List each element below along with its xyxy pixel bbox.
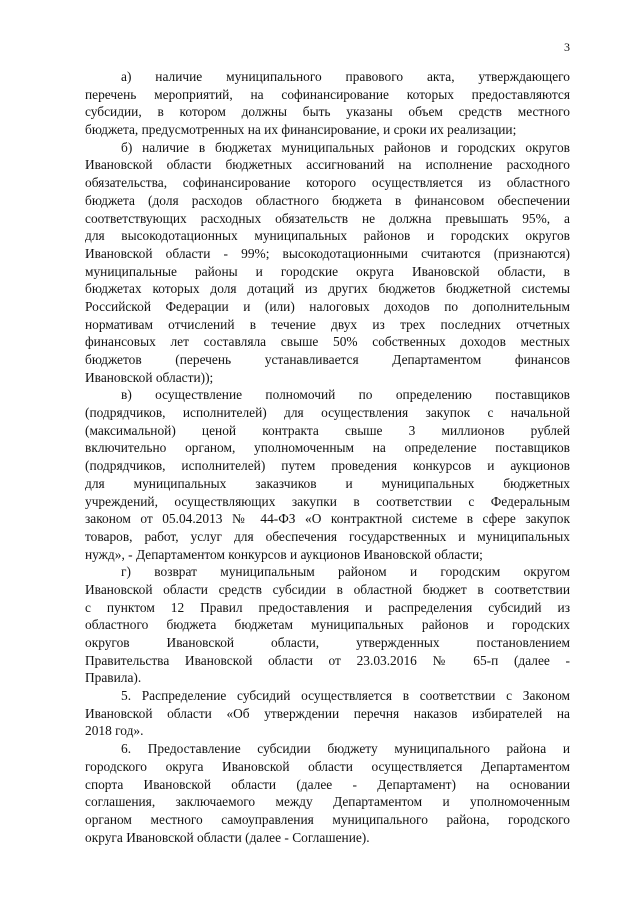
paragraph-p6 xyxy=(85,740,570,846)
text-line: г) возврат муниципальным районом и городским округом xyxy=(121,564,570,580)
text-line: для высокодотационных муниципальных районов и городских округов xyxy=(85,228,570,244)
text-line: субсидии, в котором должны быть указаны объем средств местного xyxy=(85,104,570,120)
text-line: соответствующих расходных обязательств не должна превышать 95%, а xyxy=(85,210,570,226)
text-line: законом от 05.04.2013 № 44-ФЗ «О контрактной системе в сфере закупок xyxy=(85,511,570,527)
text-line: б) наличие в бюджетах муниципальных районов и городских округов xyxy=(121,139,570,155)
text-line: а) наличие муниципального правового акта, утверждающего xyxy=(121,69,570,84)
paragraph-b xyxy=(85,139,570,387)
text-line: областного бюджета бюджетам муниципальных районов и городских xyxy=(85,617,570,633)
text-line: для муниципальных заказчиков и муниципальных бюджетных xyxy=(85,475,570,491)
text-line: включительно органом, уполномоченным на определение поставщиков xyxy=(85,440,570,456)
text-line: соглашения, заключаемого между Департаментом и уполномоченным xyxy=(85,794,570,810)
page-number: 3 xyxy=(564,40,570,54)
text-line: Ивановской области)); xyxy=(85,369,214,385)
text-line: Ивановской области бюджетных ассигнований на исполнение расходного xyxy=(85,157,570,173)
text-line: Правила). xyxy=(85,670,142,686)
text-line: (подрядчиков, исполнителей) для осуществления закупок с начальной xyxy=(85,405,570,421)
paragraph-p5 xyxy=(85,687,570,740)
text-line: нормативам отчислений в течение двух из трех последних отчетных xyxy=(85,316,570,332)
text-line: 6. Предоставление субсидии бюджету муниципального района и xyxy=(121,741,570,757)
text-line: муниципальные районы и городские округа Ивановской области, в xyxy=(85,263,570,279)
text-line: Правительства Ивановской области от 23.03.2016 № 65-п (далее - xyxy=(85,652,570,668)
text-line: (подрядчиков, исполнителей) путем проведения конкурсов и аукционов xyxy=(85,458,570,474)
text-line: бюджета, предусмотренных на их финансирование, и сроки их реализации; xyxy=(85,122,517,138)
paragraph-a xyxy=(85,68,570,139)
text-line: Ивановской области - 99%; высокодотационными считаются (признаются) xyxy=(85,245,570,261)
text-line: учреждений, осуществляющих закупки в соответствии с Федеральным xyxy=(85,493,570,509)
text-line: обязательства, софинансирование которого осуществляется из областного xyxy=(85,175,570,191)
text-line: перечень мероприятий, на софинансирование которых предоставляются xyxy=(85,86,570,102)
text-line: Ивановской области средств субсидии в областной бюджет в соответствии xyxy=(85,581,570,597)
paragraph-g xyxy=(85,563,570,687)
text-line: 2018 год». xyxy=(85,723,144,739)
text-line: бюджета (доля расходов областного бюджета в финансовом обеспечении xyxy=(85,192,570,208)
text-line: (максимальной) ценой контракта свыше 3 миллионов рублей xyxy=(85,422,570,438)
text-line: товаров, работ, услуг для обеспечения государственных и муниципальных xyxy=(85,528,570,544)
text-line: городского округа Ивановской области осуществляется Департаментом xyxy=(85,758,570,774)
text-line: бюджетов (перечень устанавливается Департаментом финансов xyxy=(85,352,570,367)
text-line: 5. Распределение субсидий осуществляется в соответствии с Законом xyxy=(121,688,570,704)
text-line: Российской Федерации и (или) налоговых доходов по дополнительным xyxy=(85,298,570,314)
paragraph-v xyxy=(85,386,570,563)
text-line: спорта Ивановской области (далее - Департамент) на основании xyxy=(85,776,570,792)
text-line: в) осуществление полномочий по определению поставщиков xyxy=(121,387,570,403)
text-line: органом местного самоуправления муниципального района, городского xyxy=(85,811,570,827)
text-line: бюджетах которых доля дотаций из других бюджетов бюджетной системы xyxy=(85,281,570,297)
document-body xyxy=(85,68,570,846)
text-line: нужд», - Департаментом конкурсов и аукционов Ивановской области; xyxy=(85,546,483,562)
text-line: округа Ивановской области (далее - Соглашение). xyxy=(85,829,370,845)
text-line: округов Ивановской области, утвержденных постановлением xyxy=(85,635,570,650)
text-line: с пунктом 12 Правил предоставления и распределения субсидий из xyxy=(85,599,570,615)
text-line: финансовых лет составляла свыше 50% собственных доходов местных xyxy=(85,334,570,350)
text-line: Ивановской области «Об утверждении перечня наказов избирателей на xyxy=(85,705,570,721)
